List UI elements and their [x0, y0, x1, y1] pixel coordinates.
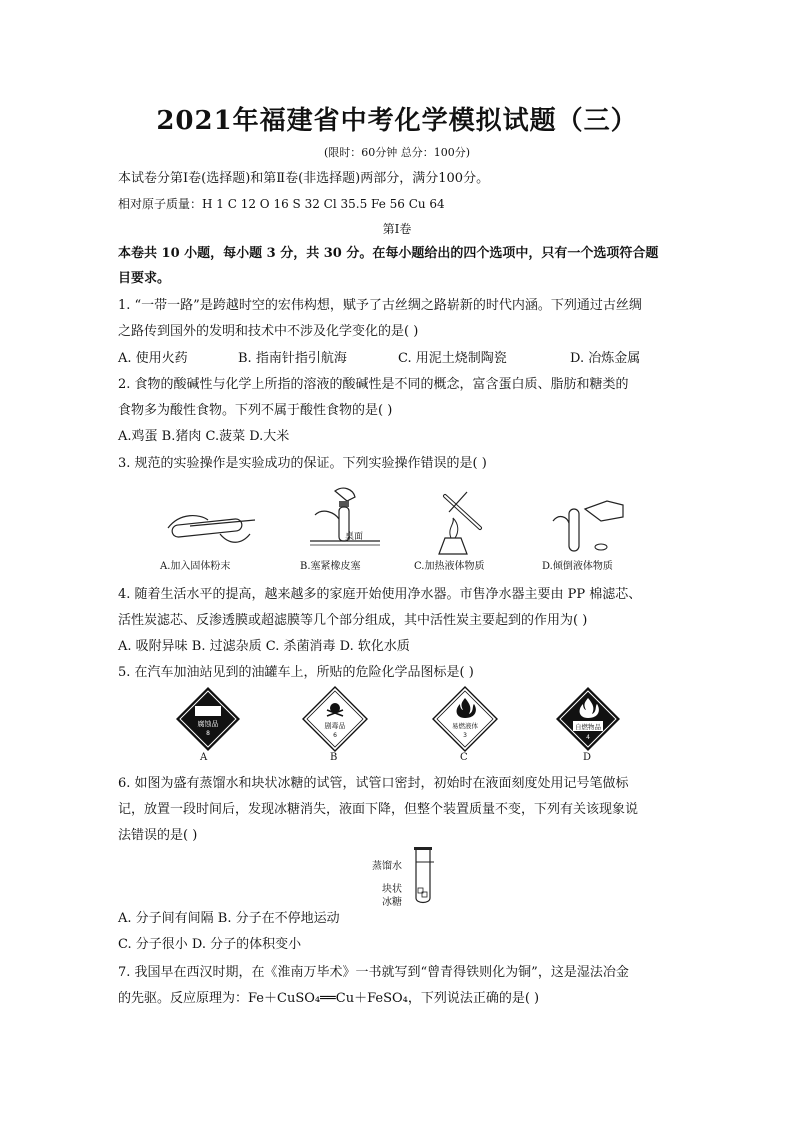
q3-label-b: B.塞紧橡皮塞: [300, 561, 361, 572]
q6-test-tube: [408, 846, 438, 906]
q5-sign-a: [175, 686, 241, 752]
q6-line-3: 法错误的是( ): [118, 828, 198, 843]
q5-sign-d-text: 自燃物品: [575, 723, 601, 731]
q4-options: A. 吸附异味 B. 过滤杂质 C. 杀菌消毒 D. 软化水质: [118, 639, 410, 654]
q6-label-water: 蒸馏水: [372, 861, 402, 872]
q6-label-block: 块状: [382, 884, 402, 895]
q2-line-2: 食物多为酸性食物。下列不属于酸性食物的是( ): [118, 403, 393, 418]
q5-sign-b: [302, 686, 368, 752]
q5-sign-b-num: 6: [333, 732, 337, 739]
q3-desk-label: 桌面: [345, 532, 364, 542]
q1-option-b: B. 指南针指引航海: [238, 351, 347, 366]
q3-line-1: 3. 规范的实验操作是实验成功的保证。下列实验操作错误的是( ): [118, 456, 487, 471]
q5-label-c: C: [460, 752, 468, 763]
q5-label-a: A: [200, 752, 208, 763]
q1-line-2: 之路传到国外的发明和技术中不涉及化学变化的是( ): [118, 324, 419, 339]
q6-options-line-2: C. 分子很小 D. 分子的体积变小: [118, 937, 302, 952]
q5-sign-c: [432, 686, 498, 752]
q6-line-1: 6. 如图为盛有蒸馏水和块状冰糖的试管，试管口密封，初始时在液面刻度处用记号笔做标: [118, 776, 629, 791]
q1-line-1: 1. “一带一路”是跨越时空的宏伟构想，赋予了古丝绸之路崭新的时代内涵。下列通过古丝绸: [118, 298, 642, 313]
q5-line-1: 5. 在汽车加油站见到的油罐车上，所贴的危险化学品图标是( ): [118, 665, 474, 680]
q2-options: A.鸡蛋 B.猪肉 C.菠菜 D.大米: [118, 429, 290, 444]
q4-line-1: 4. 随着生活水平的提高，越来越多的家庭开始使用净水器。市售净水器主要由 PP 棉滤芯、: [118, 587, 642, 602]
exam-subtitle: (限时：60分钟 总分：100分): [323, 146, 471, 159]
q7-line-2: 的先驱。反应原理为：Fe＋CuSO₄══Cu＋FeSO₄，下列说法正确的是( ): [118, 991, 540, 1006]
q5-label-d: D: [583, 752, 592, 763]
q1-option-c: C. 用泥土烧制陶瓷: [398, 351, 507, 366]
q6-label-sugar: 冰糖: [382, 897, 402, 908]
q3-label-a: A.加入固体粉末: [160, 561, 231, 572]
q5-sign-a-num: 8: [206, 730, 210, 737]
q3-label-c: C.加热液体物质: [414, 561, 485, 572]
q5-sign-d: [555, 686, 621, 752]
q3-label-d: D.倾倒液体物质: [542, 561, 613, 572]
q3-figure-a: [160, 500, 260, 555]
q5-sign-c-text: 易燃液体: [452, 722, 478, 730]
q5-sign-b-text: 剧毒品: [324, 722, 346, 730]
q6-options-line-1: A. 分子间有间隔 B. 分子在不停地运动: [118, 911, 340, 926]
exam-title: 2021年福建省中考化学模拟试题（三）: [156, 106, 638, 136]
section-heading: 第Ⅰ卷: [382, 222, 412, 236]
q5-label-b: B: [330, 752, 338, 763]
q1-option-d: D. 冶炼金属: [570, 351, 641, 366]
instructions-line-1: 本卷共 10 小题，每小题 3 分，共 30 分。在每小题给出的四个选项中，只有一个选项符合题: [118, 246, 659, 261]
q4-line-2: 活性炭滤芯、反渗透膜或超滤膜等几个部分组成，其中活性炭主要起到的作用为( ): [118, 613, 588, 628]
q3-figure-b: [305, 485, 385, 555]
q3-figure-d: [545, 495, 635, 555]
q7-line-1: 7. 我国早在西汉时期，在《淮南万毕术》一书就写到“曾青得铁则化为铜”，这是湿法冶金: [118, 965, 629, 980]
atomic-mass-text: 相对原子质量：H 1 C 12 O 16 S 32 Cl 35.5 Fe 56 Cu 64: [118, 197, 445, 211]
q6-line-2: 记，放置一段时间后，发现冰糖消失，液面下降，但整个装置质量不变，下列有关该现象说: [118, 802, 639, 817]
q5-sign-d-num: 4: [586, 734, 590, 741]
q3-figure-c: [425, 488, 495, 556]
q1-option-a: A. 使用火药: [118, 351, 188, 366]
q2-line-1: 2. 食物的酸碱性与化学上所指的溶液的酸碱性是不同的概念，富含蛋白质、脂肪和糖类的: [118, 377, 629, 392]
instructions-line-2: 目要求。: [118, 271, 171, 286]
q5-sign-c-num: 3: [463, 732, 467, 739]
q5-sign-a-text: 腐蚀品: [197, 720, 219, 728]
intro-text: 本试卷分第Ⅰ卷(选择题)和第Ⅱ卷(非选择题)两部分，满分100分。: [118, 171, 490, 186]
